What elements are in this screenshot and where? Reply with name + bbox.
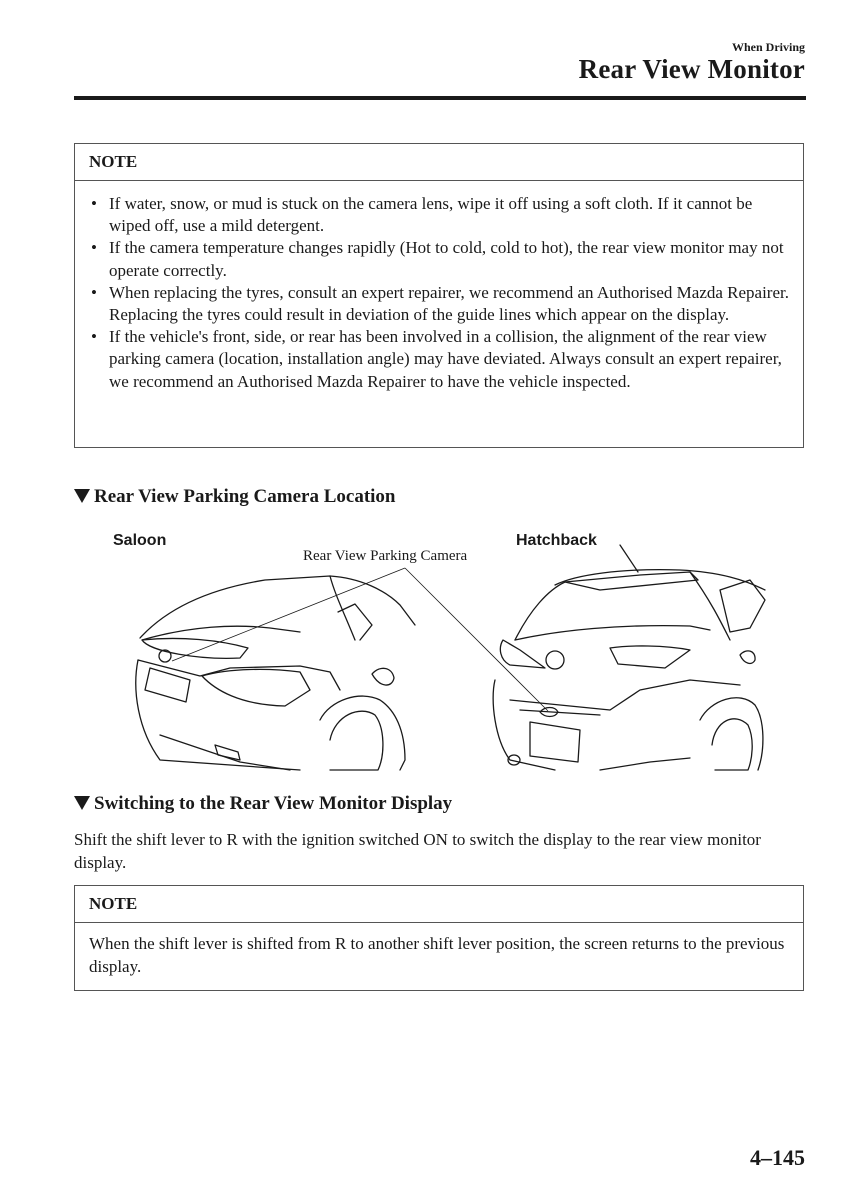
callout-leader-line-saloon	[172, 568, 405, 661]
bullet-marker: •	[91, 327, 97, 347]
section-label: When Driving	[731, 40, 805, 54]
figure-label-hatchback: Hatchback	[516, 532, 597, 549]
page-title: Rear View Monitor	[578, 54, 805, 84]
section-heading-text: Rear View Parking Camera Location	[94, 486, 396, 507]
note-bullet-text: If water, snow, or mud is stuck on the camera lens, wipe it off using a soft cloth. If it cannot be wiped off, use a mild detergent.	[109, 194, 753, 236]
note-heading: NOTE	[75, 886, 803, 923]
note-box	[74, 885, 804, 991]
section-heading-text: Switching to the Rear View Monitor Display	[94, 793, 453, 814]
note-bullet-text: When replacing the tyres, consult an expert repairer, we recommend an Authorised Mazda Repairer. Replacing the tyres could result in deviation of the guide lines which appear on the display.	[109, 282, 789, 325]
note-bullet-text: If the camera temperature changes rapidly (Hot to cold, cold to hot), the rear view monitor may not operate correctly.	[109, 238, 784, 280]
page-number: 4–145	[750, 1145, 805, 1170]
bullet-marker: •	[91, 238, 97, 258]
section-heading-switching-display	[74, 793, 452, 815]
callout-leader-line-hatchback	[405, 568, 548, 711]
triangle-down-icon	[74, 796, 90, 810]
bullet-marker: •	[91, 282, 97, 302]
bullet-marker: •	[91, 194, 97, 213]
note-heading: NOTE	[75, 144, 803, 181]
note-bullet-text: If the vehicle's front, side, or rear has been involved in a collision, the alignment of the rear view parking camera (location, installation angle) may have deviated. Always consult an expert repairer, we recommend an Authorised Mazda Repairer to have the vehicle inspected.	[109, 327, 782, 391]
section-body: Shift the shift lever to R with the ignition switched ON to switch the display to the rear view monitor display.	[74, 830, 761, 872]
hatchback-car-drawing	[493, 545, 765, 770]
figure-label-saloon: Saloon	[113, 532, 167, 549]
note-body: When the shift lever is shifted from R to another shift lever position, the screen returns to the previous display.	[89, 934, 785, 976]
saloon-car-drawing	[136, 576, 415, 770]
camera-callout-label: Rear View Parking Camera	[303, 548, 468, 564]
